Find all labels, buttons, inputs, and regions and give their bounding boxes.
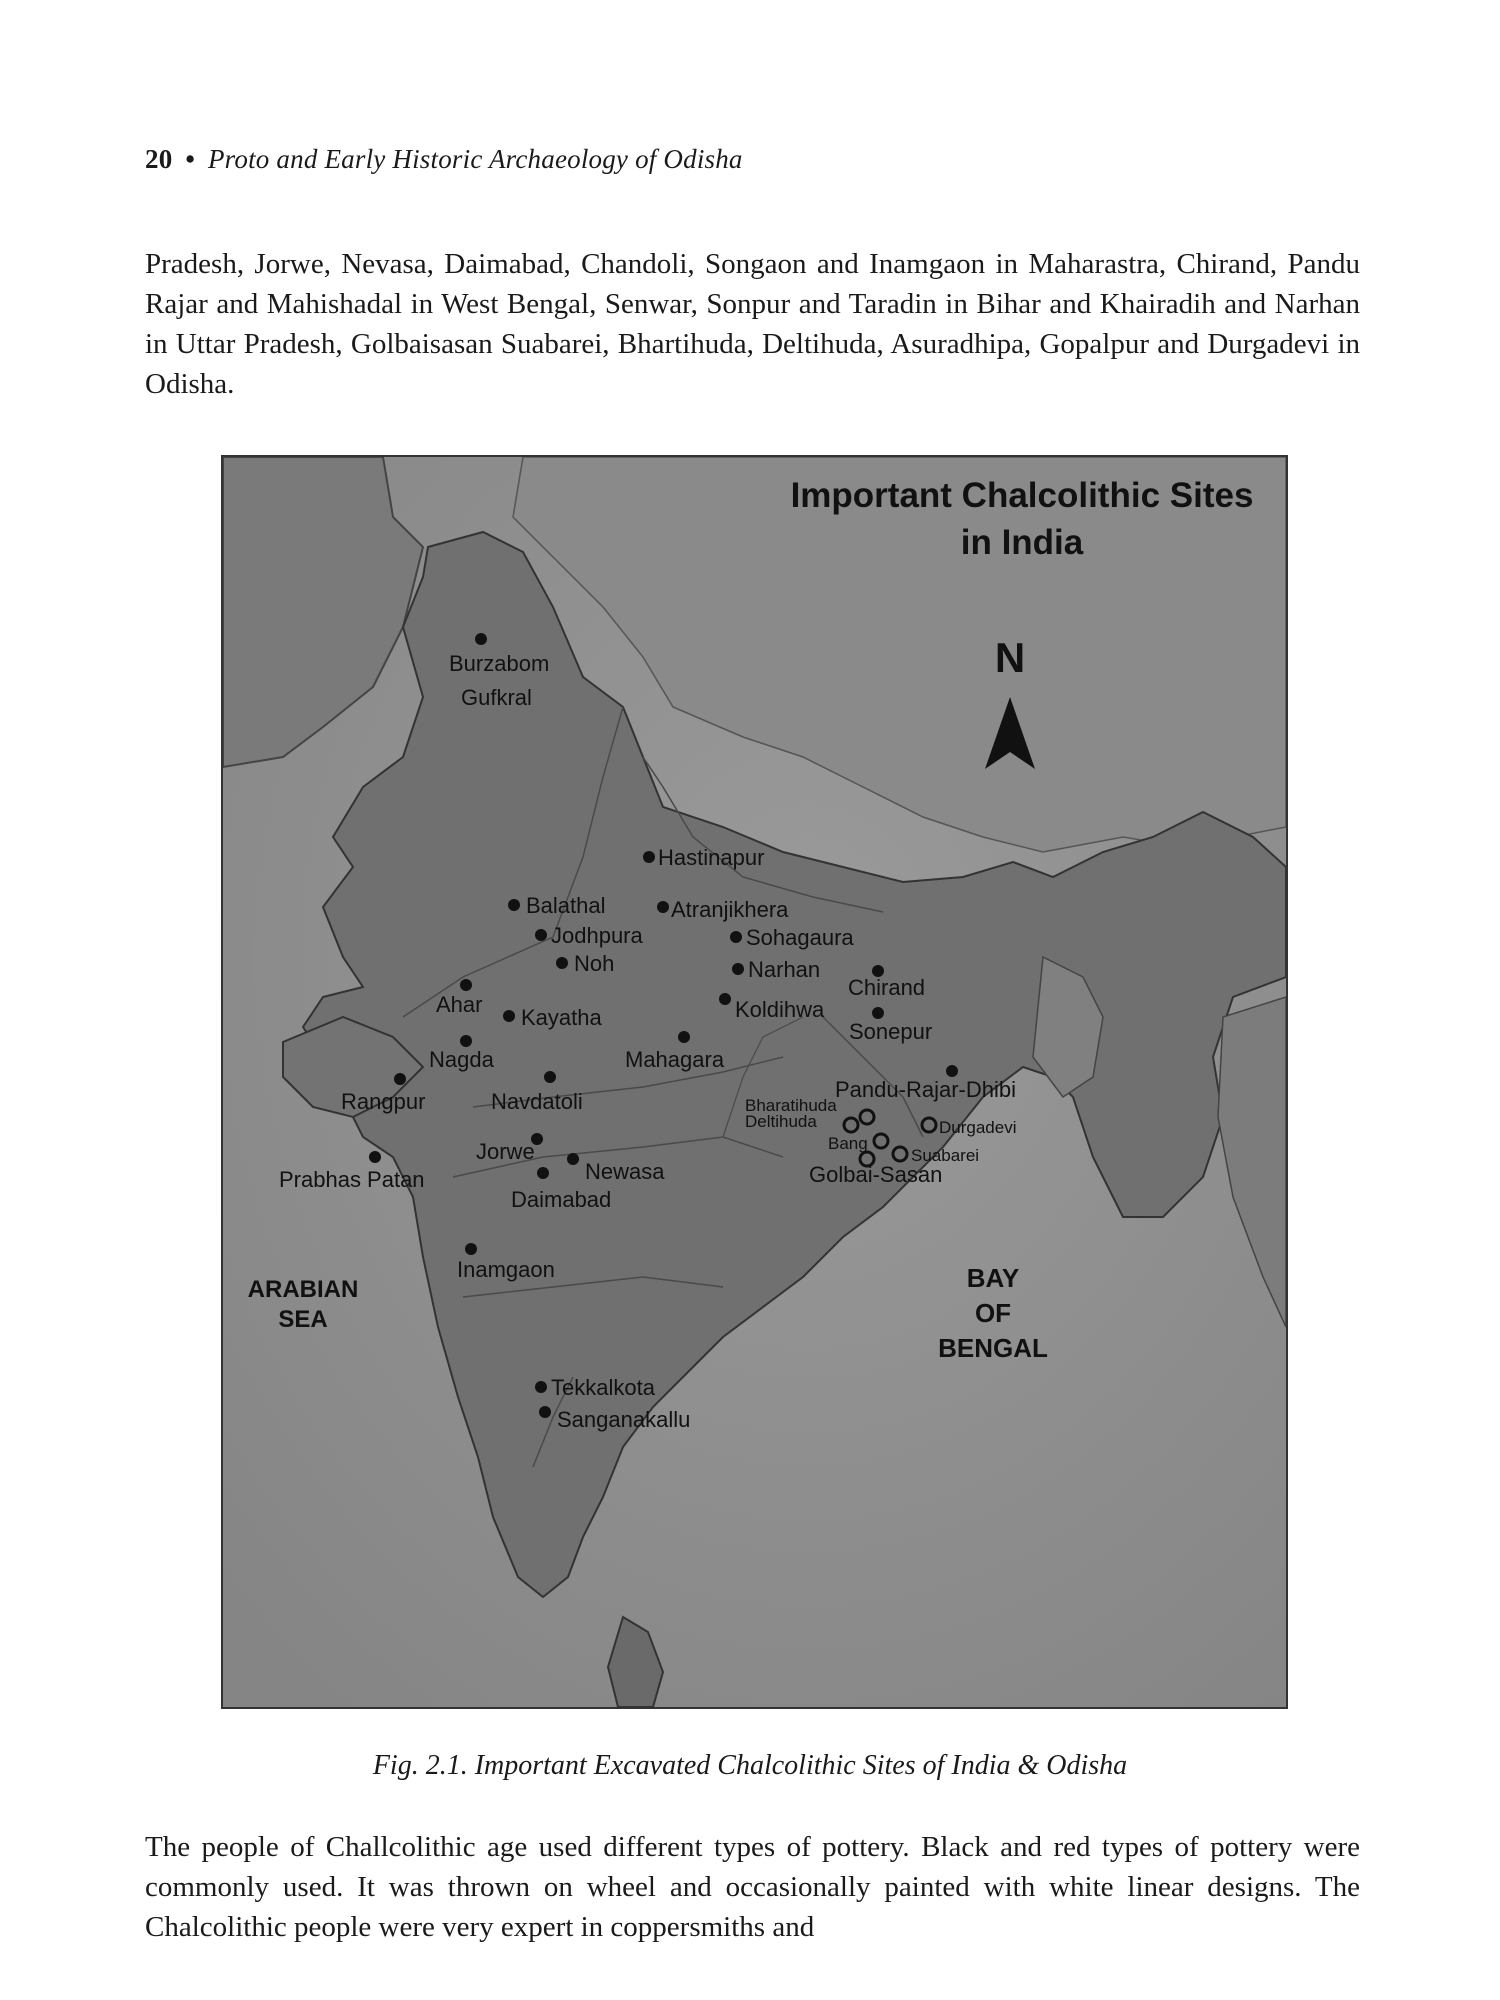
bay-label-1: BAY <box>966 1263 1020 1293</box>
site-label-narhan: Narhan <box>748 957 821 982</box>
site-marker-narhan <box>732 963 744 975</box>
site-label-golbai-sasan: Golbai-Sasan <box>809 1162 943 1187</box>
site-label-koldihwa: Koldihwa <box>735 997 825 1022</box>
site-label-jodhpura: Jodhpura <box>551 923 643 948</box>
site-marker-prabhas-patan <box>369 1151 381 1163</box>
site-label-bang: Bang <box>828 1134 868 1153</box>
site-label-inamgaon: Inamgaon <box>457 1257 555 1282</box>
site-label-jorwe: Jorwe <box>476 1139 535 1164</box>
site-label-daimabad: Daimabad <box>511 1187 612 1212</box>
site-label-pandu-rajar-dhibi: Pandu-Rajar-Dhibi <box>835 1077 1016 1102</box>
site-marker-hastinapur <box>643 851 655 863</box>
site-label-sanganakallu: Sanganakallu <box>557 1407 691 1432</box>
bullet-separator: • <box>185 144 196 174</box>
map-title-line1: Important Chalcolithic Sites <box>790 476 1254 515</box>
page-number: 20 <box>145 144 173 174</box>
north-label: N <box>994 634 1026 681</box>
bay-label-3: BENGAL <box>938 1333 1048 1363</box>
site-marker-rangpur <box>394 1073 406 1085</box>
site-marker-atranjikhera <box>657 901 669 913</box>
site-label-atranjikhera: Atranjikhera <box>671 897 789 922</box>
site-label-tekkalkota: Tekkalkota <box>551 1375 655 1400</box>
site-label-hastinapur: Hastinapur <box>658 845 765 870</box>
map-canvas <box>223 457 1286 1707</box>
site-marker-pandu-rajar-dhibi <box>946 1065 958 1077</box>
site-label-burzabom: Burzabom <box>449 651 550 676</box>
site-marker-newasa <box>567 1153 579 1165</box>
site-label-nagda: Nagda <box>429 1047 494 1072</box>
site-marker-sanganakallu <box>539 1406 551 1418</box>
site-marker-jodhpura <box>535 929 547 941</box>
site-label-kayatha: Kayatha <box>521 1005 602 1030</box>
site-label-navdatoli: Navdatoli <box>491 1089 583 1114</box>
site-label-deltihuda: Deltihuda <box>745 1112 817 1131</box>
site-marker-navdatoli <box>544 1071 556 1083</box>
site-marker-mahagara <box>678 1031 690 1043</box>
arabian-sea-label-2: SEA <box>278 1306 328 1333</box>
site-label-newasa: Newasa <box>585 1159 665 1184</box>
site-label-sonepur: Sonepur <box>849 1019 933 1044</box>
arabian-sea-label-1: ARABIAN <box>247 1276 359 1303</box>
map-title-line2: in India <box>960 523 1084 562</box>
site-label-rangpur: Rangpur <box>341 1089 426 1114</box>
site-marker-ahar <box>460 979 472 991</box>
running-head <box>145 144 743 175</box>
map-figure <box>221 455 1288 1709</box>
paragraph-bottom: The people of Challcolithic age used different types of pottery. Black and red types of pottery were commonly used. It was thrown on wheel and occasionally painted with white linear designs. The Chalcolithic people were very expert in coppersmiths and <box>145 1831 1360 1943</box>
site-marker-burzabom <box>475 633 487 645</box>
site-marker-inamgaon <box>465 1243 477 1255</box>
book-title: Proto and Early Historic Archaeology of Odisha <box>207 144 743 174</box>
site-label-bharatihuda: Bharatihuda <box>745 1096 837 1115</box>
site-label-sohagaura: Sohagaura <box>746 925 854 950</box>
site-label-durgadevi: Durgadevi <box>939 1118 1017 1137</box>
site-label-noh: Noh <box>574 951 615 976</box>
bay-label-2: OF <box>974 1298 1012 1328</box>
site-marker-nagda <box>460 1035 472 1047</box>
site-marker-daimabad <box>537 1167 549 1179</box>
site-marker-koldihwa <box>719 993 731 1005</box>
site-label-prabhas-patan: Prabhas Patan <box>279 1167 425 1192</box>
site-label-ahar: Ahar <box>436 992 483 1017</box>
figure-caption: Fig. 2.1. Important Excavated Chalcolithic Sites of India & Odisha <box>372 1750 1128 1781</box>
site-marker-noh <box>556 957 568 969</box>
site-marker-sonepur <box>872 1007 884 1019</box>
site-marker-sohagaura <box>730 931 742 943</box>
paragraph-top: Pradesh, Jorwe, Nevasa, Daimabad, Chandoli, Songaon and Inamgaon in Maharastra, Chirand, Pandu Rajar and Mahishadal in West Bengal, Senwar, Sonpur and Taradin in Bihar and Khairadih and Narhan in Uttar Pradesh, Golbaisasan Suabarei, Bhartihuda, Deltihuda, Asuradhipa, Gopalpur and Durgadevi in Odisha. <box>145 248 1360 400</box>
site-label-gufkral: Gufkral <box>461 685 532 710</box>
site-label-mahagara: Mahagara <box>625 1047 725 1072</box>
site-marker-balathal <box>508 899 520 911</box>
site-label-suabarei: Suabarei <box>911 1146 980 1165</box>
site-label-balathal: Balathal <box>526 893 606 918</box>
site-label-chirand: Chirand <box>848 975 926 1000</box>
site-marker-kayatha <box>503 1010 515 1022</box>
site-marker-tekkalkota <box>535 1381 547 1393</box>
